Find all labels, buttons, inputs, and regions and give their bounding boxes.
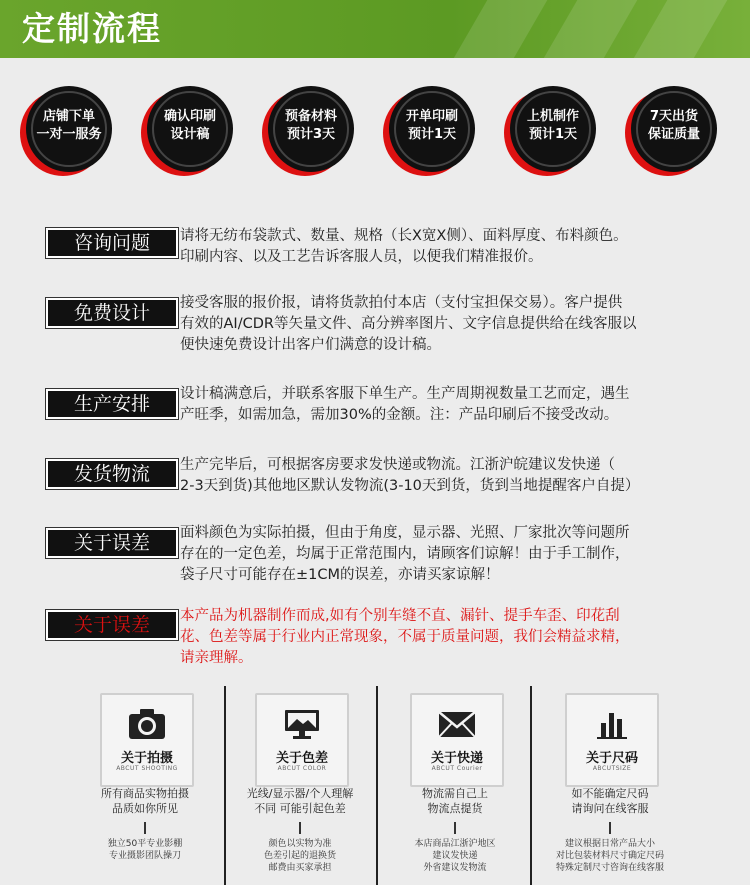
step-line2: 预计3天 [286, 127, 336, 142]
monitor-icon [282, 707, 322, 741]
step-line2: 设计稿 [170, 127, 210, 142]
desc-line: 物流点提货 [427, 802, 483, 815]
desc-line: 请将无纺布袋款式、数量、规格（长X宽X侧）、面料厚度、布料颜色。 [180, 228, 628, 244]
info-note [380, 838, 530, 874]
section-tag: 发货物流 [46, 459, 178, 489]
note-line: 特殊定制尺寸咨询在线客服 [555, 863, 664, 873]
info-title: 关于快递 [430, 751, 483, 766]
step-line2: 保证质量 [647, 127, 700, 142]
divider-tick [299, 822, 301, 834]
desc-line: 面料颜色为实际拍摄，但由于角度，显示器、光照、厂家批次等问题所 [180, 525, 630, 541]
step-circle [389, 86, 475, 172]
note-line: 建议发快递 [432, 851, 478, 861]
note-line: 建议根据日常产品大小 [564, 839, 655, 849]
section-tag: 免费设计 [46, 298, 178, 328]
note-line: 专业摄影团队操刀 [108, 851, 181, 861]
info-desc [535, 786, 685, 816]
info-desc [380, 786, 530, 816]
desc-line: 物流需自己上 [422, 787, 488, 800]
section-desc [180, 226, 700, 268]
info-card [255, 693, 349, 787]
step-line2: 预计1天 [407, 127, 457, 142]
section-desc [180, 606, 700, 669]
info-desc [225, 786, 375, 816]
note-line: 色差引起的退换货 [263, 851, 336, 861]
desc-line: 袋子尺寸可能存在±1CM的误差，亦请买家谅解！ [180, 567, 500, 583]
desc-line: 光线/显示器/个人理解 [246, 787, 354, 800]
note-line: 对比包装材料尺寸确定尺码 [555, 851, 664, 861]
step-line2: 一对一服务 [36, 127, 102, 142]
step-circle [631, 86, 717, 172]
step-line1: 确认印刷 [163, 109, 216, 124]
info-desc [70, 786, 220, 816]
info-card [410, 693, 504, 787]
page-title: 定制流程 [22, 9, 162, 48]
info-note [70, 838, 220, 862]
section-tag: 关于误差 [46, 610, 178, 640]
desc-line: 不同 可能引起色差 [254, 802, 346, 815]
desc-line: 花、色差等属于行业内正常现象，不属于质量问题，我们会精益求精， [180, 629, 630, 645]
section-desc [180, 455, 700, 497]
step-line2: 预计1天 [528, 127, 578, 142]
info-note [535, 838, 685, 874]
desc-line: 接受客服的报价报，请将货款拍付本店（支付宝担保交易）。客户提供 [180, 295, 623, 311]
section-tag: 生产安排 [46, 389, 178, 419]
envelope-icon [437, 707, 477, 741]
info-card [565, 693, 659, 787]
divider [376, 686, 378, 885]
decor-stripe [537, 0, 643, 58]
desc-line: 设计稿满意后，并联系客服下单生产。生产周期视数量工艺而定，遇生 [180, 386, 630, 402]
note-line: 独立50平专业影棚 [107, 839, 183, 849]
step-line1: 开单印刷 [405, 109, 458, 124]
desc-line: 生产完毕后，可根据客房要求发快递或物流。江浙沪皖建议发快递（ [180, 457, 615, 473]
step-line1: 7天出货 [649, 109, 699, 124]
info-title: 关于拍摄 [120, 751, 173, 766]
step-line1: 预备材料 [284, 109, 337, 124]
section-desc [180, 523, 700, 586]
info-subtitle: ABCUT SHOOTING [116, 765, 178, 772]
desc-line: 便快速免费设计出客户们满意的设计稿。 [180, 337, 441, 353]
desc-line: 如不能确定尺码 [571, 787, 649, 800]
section-tag: 关于误差 [46, 528, 178, 558]
decor-stripe [627, 0, 733, 58]
header-banner [0, 0, 750, 58]
note-line: 颜色以实物为准 [268, 839, 332, 849]
section-desc [180, 293, 700, 356]
note-line: 本店商品江浙沪地区 [414, 839, 496, 849]
desc-line: 请询问在线客服 [571, 802, 649, 815]
info-card [100, 693, 194, 787]
info-subtitle: ABCUT COLOR [277, 765, 327, 772]
desc-line: 请亲理解。 [180, 650, 253, 666]
bar-chart-icon [592, 707, 632, 741]
decor-stripe [447, 0, 553, 58]
desc-line: 印刷内容、以及工艺告诉客服人员，以便我们精准报价。 [180, 249, 543, 265]
info-note [225, 838, 375, 874]
desc-line: 品质如你所见 [112, 802, 178, 815]
step-line1: 上机制作 [526, 109, 579, 124]
info-panel [0, 686, 750, 885]
desc-line: 有效的AI/CDR等矢量文件、高分辨率图片、文字信息提供给在线客服以 [180, 316, 637, 332]
divider [530, 686, 532, 885]
step-circle [26, 86, 112, 172]
step-circle [510, 86, 596, 172]
note-line: 外省建议发物流 [423, 863, 487, 873]
desc-line: 所有商品实物拍摄 [101, 787, 189, 800]
step-line1: 店铺下单 [42, 109, 95, 124]
section-desc [180, 384, 700, 426]
info-title: 关于尺码 [585, 751, 638, 766]
divider-tick [454, 822, 456, 834]
divider-tick [609, 822, 611, 834]
step-circle [147, 86, 233, 172]
desc-line: 产旺季，如需加急，需加30%的金额。注：产品印刷后不接受改动。 [180, 407, 619, 423]
process-steps [0, 86, 750, 182]
info-subtitle: ABCUT Courier [431, 765, 483, 772]
divider-tick [144, 822, 146, 834]
camera-icon [127, 707, 167, 741]
desc-line: 存在的一定色差，均属于正常范围内，请顾客们谅解！由于手工制作， [180, 546, 630, 562]
info-title: 关于色差 [275, 751, 328, 766]
note-line: 邮费由买家承担 [268, 863, 332, 873]
desc-line: 本产品为机器制作而成,如有个别车缝不直、漏针、提手车歪、印花刮 [180, 608, 620, 624]
info-subtitle: ABCUTSIZE [592, 765, 632, 772]
desc-line: 2-3天到货)其他地区默认发物流(3-10天到货，货到当地提醒客户自提） [180, 478, 640, 494]
step-circle [268, 86, 354, 172]
section-tag: 咨询问题 [46, 228, 178, 258]
